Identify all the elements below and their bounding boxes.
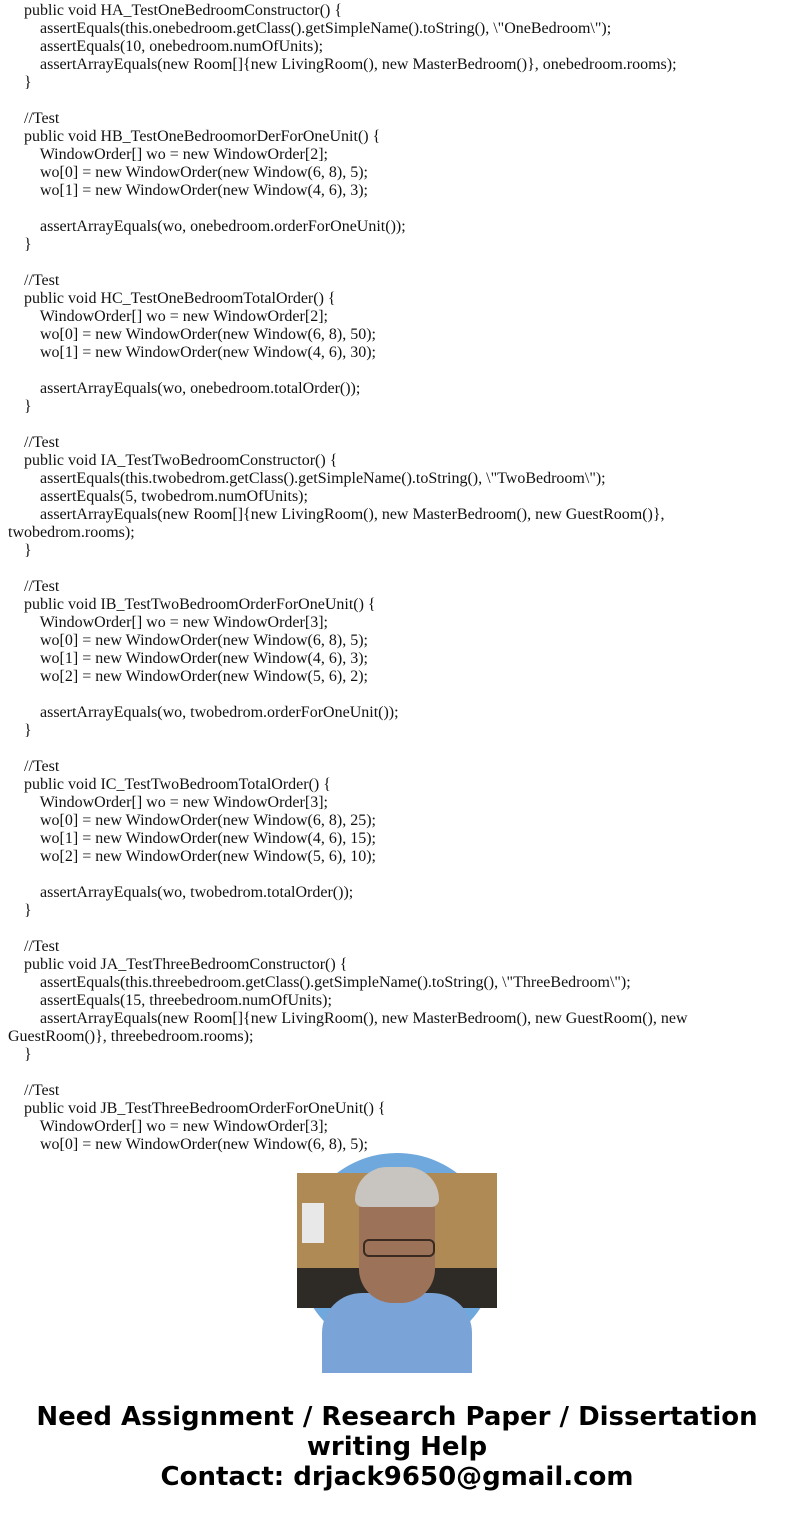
code-line: assertEquals(this.threebedroom.getClass().getSimpleName().toString(), \"ThreeBedroom\");: [8, 974, 631, 991]
code-line: //Test: [8, 578, 60, 595]
code-line: }: [8, 236, 32, 253]
code-line: wo[0] = new WindowOrder(new Window(6, 8), 50);: [8, 326, 376, 343]
code-listing: [8, 2, 788, 1153]
code-line: GuestRoom()}, threebedroom.rooms);: [8, 1028, 254, 1045]
code-line: WindowOrder[] wo = new WindowOrder[3];: [8, 614, 328, 631]
code-line: [8, 254, 788, 272]
code-line: }: [8, 398, 32, 415]
code-line: }: [8, 902, 32, 919]
code-line: }: [8, 1046, 32, 1063]
code-line: //Test: [8, 434, 60, 451]
code-line: assertArrayEquals(wo, onebedroom.totalOrder());: [8, 380, 361, 397]
avatar-switchboard: [302, 1203, 324, 1243]
code-line: public void HA_TestOneBedroomConstructor() {: [8, 2, 343, 19]
code-line: public void IB_TestTwoBedroomOrderForOneUnit() {: [8, 596, 376, 613]
contact-banner: [0, 1402, 794, 1492]
code-line: [8, 362, 788, 380]
code-line: assertEquals(15, threebedroom.numOfUnits);: [8, 992, 332, 1009]
avatar-shirt: [322, 1293, 472, 1373]
banner-line-3: Contact: drjack9650@gmail.com: [160, 1462, 634, 1492]
banner-line-2: writing Help: [306, 1432, 488, 1462]
code-line: public void IC_TestTwoBedroomTotalOrder() {: [8, 776, 331, 793]
code-line: assertArrayEquals(new Room[]{new LivingRoom(), new MasterBedroom(), new GuestRoom(), new: [8, 1010, 688, 1027]
code-line: //Test: [8, 938, 60, 955]
code-line: assertEquals(this.twobedrom.getClass().getSimpleName().toString(), \"TwoBedroom\");: [8, 470, 606, 487]
author-avatar: [297, 1153, 497, 1353]
code-line: [8, 740, 788, 758]
code-line: public void JA_TestThreeBedroomConstructor() {: [8, 956, 348, 973]
code-line: wo[1] = new WindowOrder(new Window(4, 6), 3);: [8, 182, 368, 199]
code-line: [8, 1064, 788, 1082]
code-line: WindowOrder[] wo = new WindowOrder[3];: [8, 1118, 328, 1135]
code-line: assertEquals(5, twobedrom.numOfUnits);: [8, 488, 308, 505]
avatar-hair: [355, 1167, 439, 1207]
code-line: }: [8, 74, 32, 91]
code-line: //Test: [8, 1082, 60, 1099]
code-line: assertEquals(10, onebedroom.numOfUnits);: [8, 38, 324, 55]
code-line: twobedrom.rooms);: [8, 524, 135, 541]
code-line: }: [8, 542, 32, 559]
code-line: [8, 686, 788, 704]
code-line: wo[1] = new WindowOrder(new Window(4, 6), 3);: [8, 650, 368, 667]
code-line: //Test: [8, 110, 60, 127]
code-line: assertEquals(this.onebedroom.getClass().getSimpleName().toString(), \"OneBedroom\");: [8, 20, 612, 37]
code-line: //Test: [8, 758, 60, 775]
code-line: wo[1] = new WindowOrder(new Window(4, 6), 15);: [8, 830, 376, 847]
banner-line-1: Need Assignment / Research Paper / Dissertation: [36, 1402, 758, 1432]
code-line: public void HC_TestOneBedroomTotalOrder() {: [8, 290, 336, 307]
code-line: WindowOrder[] wo = new WindowOrder[2];: [8, 308, 328, 325]
code-line: public void JB_TestThreeBedroomOrderForOneUnit() {: [8, 1100, 386, 1117]
code-line: wo[0] = new WindowOrder(new Window(6, 8), 5);: [8, 632, 368, 649]
code-line: }: [8, 722, 32, 739]
code-line: [8, 416, 788, 434]
code-line: assertArrayEquals(new Room[]{new LivingRoom(), new MasterBedroom(), new GuestRoom()},: [8, 506, 665, 523]
code-line: wo[2] = new WindowOrder(new Window(5, 6), 2);: [8, 668, 368, 685]
code-line: wo[2] = new WindowOrder(new Window(5, 6), 10);: [8, 848, 376, 865]
code-line: assertArrayEquals(wo, onebedroom.orderForOneUnit());: [8, 218, 406, 235]
code-line: //Test: [8, 272, 60, 289]
code-line: [8, 866, 788, 884]
code-line: wo[1] = new WindowOrder(new Window(4, 6), 30);: [8, 344, 376, 361]
code-line: public void IA_TestTwoBedroomConstructor() {: [8, 452, 338, 469]
code-line: wo[0] = new WindowOrder(new Window(6, 8), 5);: [8, 1136, 368, 1153]
code-line: [8, 560, 788, 578]
code-line: [8, 920, 788, 938]
code-line: assertArrayEquals(wo, twobedrom.orderForOneUnit());: [8, 704, 399, 721]
code-line: wo[0] = new WindowOrder(new Window(6, 8), 5);: [8, 164, 368, 181]
code-line: WindowOrder[] wo = new WindowOrder[2];: [8, 146, 328, 163]
code-line: public void HB_TestOneBedroomorDerForOneUnit() {: [8, 128, 381, 145]
code-line: [8, 92, 788, 110]
code-line: assertArrayEquals(wo, twobedrom.totalOrder());: [8, 884, 354, 901]
code-line: [8, 200, 788, 218]
avatar-glasses: [363, 1239, 435, 1257]
code-line: WindowOrder[] wo = new WindowOrder[3];: [8, 794, 328, 811]
code-line: wo[0] = new WindowOrder(new Window(6, 8), 25);: [8, 812, 376, 829]
code-line: assertArrayEquals(new Room[]{new LivingRoom(), new MasterBedroom()}, onebedroom.rooms);: [8, 56, 677, 73]
